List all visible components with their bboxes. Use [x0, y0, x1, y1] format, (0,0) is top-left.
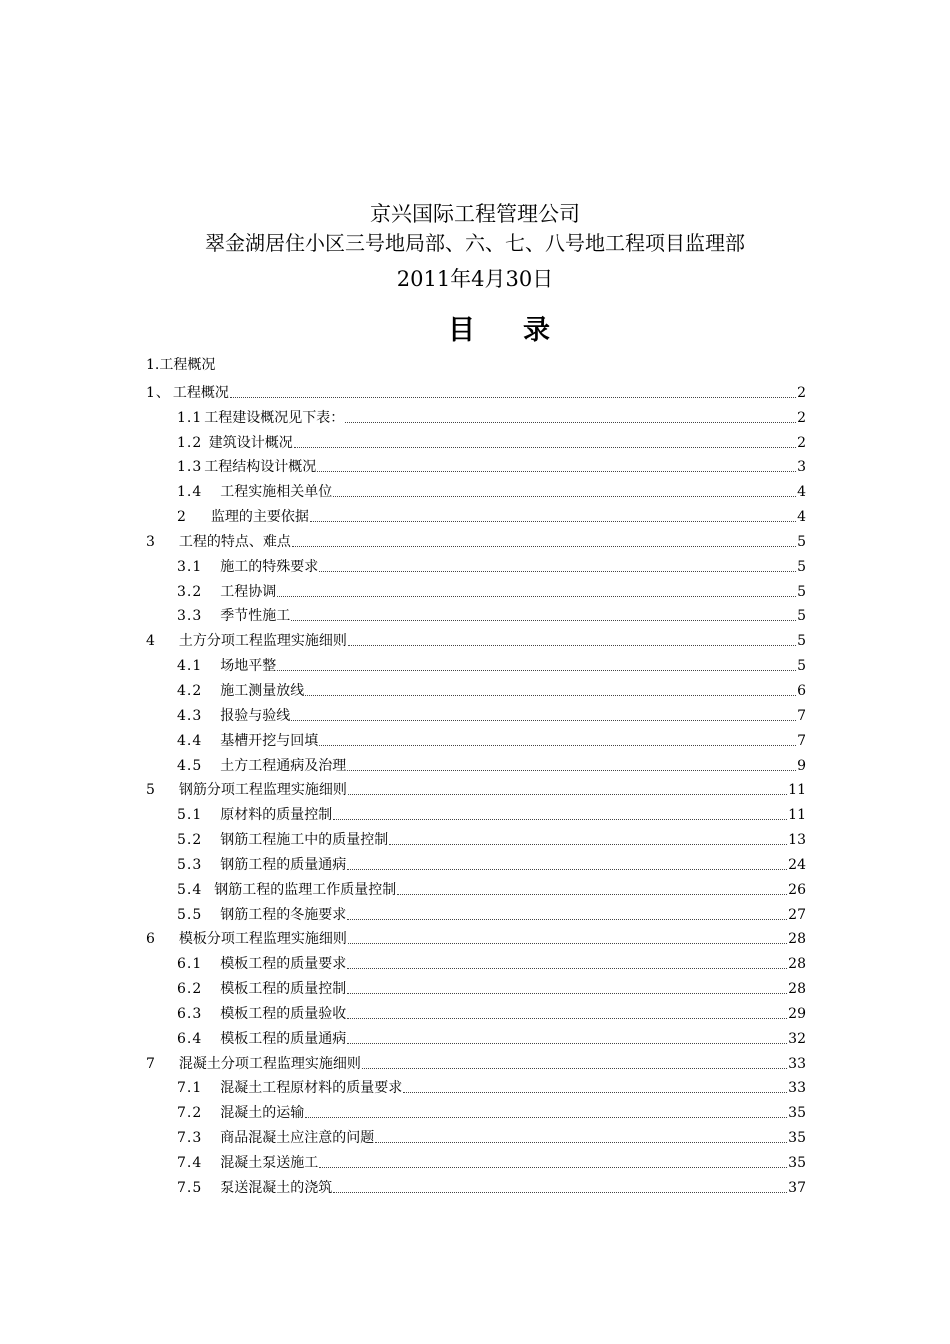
- toc-entry-label: [146, 631, 347, 651]
- toc-dot-leader: [319, 571, 796, 572]
- toc-dot-leader: [347, 968, 787, 969]
- toc-entry-text: 场地平整: [220, 658, 277, 675]
- toc-entry[interactable]: [146, 800, 806, 825]
- toc-entry-label: [146, 1054, 361, 1074]
- toc-entry-text: 施工的特殊要求: [220, 558, 319, 575]
- toc-entry-page: 35: [788, 1130, 806, 1147]
- toc-entry[interactable]: [146, 552, 806, 577]
- toc-entry[interactable]: [146, 602, 806, 627]
- toc-entry-number: 7.2: [177, 1105, 203, 1122]
- toc-dot-leader: [292, 546, 796, 547]
- toc-entry-number: 7.4: [177, 1155, 203, 1171]
- toc-entry[interactable]: [146, 875, 806, 900]
- toc-entry-label: [177, 805, 332, 825]
- toc-dot-leader: [305, 695, 796, 696]
- toc-entry-label: [177, 1178, 332, 1198]
- toc-entry-page: 33: [788, 1080, 806, 1097]
- toc-entry-number: 6: [146, 931, 156, 948]
- toc-entry-page: 33: [788, 1055, 806, 1072]
- toc-entry-text: 钢筋工程的冬施要求: [220, 906, 347, 923]
- toc-dot-leader: [397, 894, 787, 895]
- company-name: 京兴国际工程管理公司: [370, 202, 580, 226]
- toc-entry-number: 3.1: [177, 558, 203, 575]
- toc-entry-page: 5: [797, 658, 806, 675]
- toc-dot-leader: [345, 422, 796, 423]
- toc-entry-label: [177, 880, 396, 900]
- toc-entry-label: [177, 830, 388, 850]
- toc-dot-leader: [277, 670, 796, 671]
- toc-entry-text: 工程结构设计概况: [204, 459, 317, 476]
- toc-entry-label: [177, 954, 346, 974]
- toc-entry-text: 泵送混凝土的浇筑: [220, 1179, 333, 1196]
- toc-entry[interactable]: [146, 949, 806, 974]
- toc-heading: 1.工程概况: [146, 357, 216, 373]
- toc-dot-leader: [348, 943, 787, 944]
- toc-entry-number: 7.3: [177, 1130, 203, 1147]
- toc-entry-page: 27: [788, 906, 806, 923]
- toc-entry-label: [177, 433, 293, 453]
- toc-entry-page: 5: [797, 533, 806, 550]
- toc-dot-leader: [347, 869, 787, 870]
- project-department: [0, 229, 950, 257]
- toc-entry[interactable]: [146, 701, 806, 726]
- toc-entry-number: 5.3: [177, 856, 203, 873]
- toc-entry-page: 29: [788, 1005, 806, 1022]
- toc-entry-text: 工程的特点、难点: [178, 533, 291, 550]
- toc-entry-page: 28: [788, 931, 806, 948]
- toc-entry-text: 工程协调: [220, 583, 277, 600]
- toc-entry-label: [177, 1004, 346, 1024]
- toc-entry-text: 监理的主要依据: [210, 509, 309, 526]
- toc-entry-number: 4.5: [177, 757, 203, 774]
- toc-dot-leader: [277, 596, 796, 597]
- toc-dot-leader: [310, 521, 796, 522]
- toc-dot-leader: [347, 1018, 787, 1019]
- toc-entry-label: [146, 780, 347, 800]
- toc-entry-label: [177, 855, 346, 875]
- toc-entry[interactable]: [146, 453, 806, 478]
- toc-dot-leader: [230, 397, 796, 398]
- toc-entry-text: 模板分项工程监理实施细则: [178, 931, 347, 948]
- toc-dot-leader: [362, 1068, 787, 1069]
- toc-entry-label: [177, 905, 346, 925]
- toc-entry-number: 6.1: [177, 956, 203, 973]
- toc-dot-leader: [305, 1117, 787, 1118]
- toc-entry[interactable]: [146, 502, 806, 527]
- toc-dot-leader: [347, 993, 787, 994]
- toc-entry-label: [177, 979, 346, 999]
- toc-entry-text: 土方工程通病及治理: [220, 757, 347, 774]
- toc-entry-page: 11: [788, 807, 806, 824]
- toc-entry-number: 6.3: [177, 1005, 203, 1022]
- toc-entry[interactable]: [146, 900, 806, 925]
- toc-entry-number: 1.2: [177, 434, 203, 451]
- toc-entry[interactable]: [146, 626, 806, 651]
- toc-entry-number: 6.4: [177, 1030, 203, 1047]
- toc-entry-number: 4: [146, 633, 156, 650]
- toc-entry-text: 基槽开挖与回填: [220, 732, 319, 749]
- toc-entry-number: 2: [177, 509, 187, 526]
- toc-entry[interactable]: [146, 1173, 806, 1198]
- toc-entry-label: [177, 756, 346, 776]
- toc-entry-number: 4.2: [177, 682, 203, 699]
- toc-entry[interactable]: [146, 1049, 806, 1074]
- toc-entry[interactable]: [146, 378, 806, 403]
- toc-dot-leader: [348, 645, 796, 646]
- toc-entry-text: 模板工程的质量控制: [220, 981, 347, 998]
- toc-entry-label: [177, 457, 316, 477]
- toc-entry-number: 4.4: [177, 732, 203, 749]
- toc-entry-number: 1.3: [177, 459, 203, 476]
- toc-entry-page: 5: [797, 633, 806, 650]
- toc-entry-page: 5: [797, 558, 806, 575]
- toc-entry-label: [146, 929, 347, 949]
- toc-dot-leader: [319, 745, 796, 746]
- toc-entry-page: 35: [788, 1105, 806, 1122]
- toc-entry-text: 施工测量放线: [220, 682, 305, 699]
- toc-entry-text: 工程实施相关单位: [220, 484, 333, 501]
- toc-dot-leader: [347, 770, 796, 771]
- toc-dot-leader: [347, 919, 787, 920]
- toc-entry-text: 混凝土工程原材料的质量要求: [220, 1080, 403, 1097]
- toc-dot-leader: [348, 794, 787, 795]
- toc-entry-number: 4.3: [177, 707, 203, 724]
- document-date: 2011年4月30日: [396, 267, 554, 291]
- toc-entry[interactable]: [146, 850, 806, 875]
- toc-entry[interactable]: [146, 1098, 806, 1123]
- toc-entry-page: 7: [797, 707, 806, 724]
- toc-entry-number: 1、: [146, 384, 171, 401]
- toc-entry-page: 28: [788, 956, 806, 973]
- toc-entry-number: 5: [146, 782, 156, 799]
- toc-entry-page: 28: [788, 981, 806, 998]
- toc-entry-label: [177, 482, 332, 502]
- toc-entry-number: 7.1: [177, 1080, 203, 1097]
- toc-entry-label: [177, 1029, 346, 1049]
- toc-entry-number: 5.1: [177, 807, 203, 824]
- project-scope: 三号地局部、六、七、八号地工程项目监理部: [345, 231, 745, 255]
- toc-entry-page: 2: [797, 384, 806, 401]
- toc-entry[interactable]: [146, 1148, 806, 1173]
- toc-dot-leader: [294, 447, 796, 448]
- table-of-contents: [146, 378, 806, 1198]
- toc-dot-leader: [347, 1043, 787, 1044]
- toc-entry-text: 钢筋分项工程监理实施细则: [178, 782, 347, 799]
- toc-dot-leader: [375, 1142, 787, 1143]
- toc-entry-page: 24: [788, 856, 806, 873]
- toc-entry-number: 3: [146, 533, 156, 550]
- toc-entry[interactable]: [146, 577, 806, 602]
- toc-entry-text: 季节性施工: [220, 608, 291, 625]
- toc-dot-leader: [403, 1092, 787, 1093]
- toc-entry-page: 4: [797, 509, 806, 526]
- toc-dot-leader: [291, 620, 796, 621]
- toc-entry-text: 模板工程的质量要求: [220, 956, 347, 973]
- toc-entry-number: 3.2: [177, 583, 203, 600]
- toc-entry-text: 钢筋工程施工中的质量控制: [220, 832, 389, 849]
- toc-entry-number: 1.1: [177, 409, 203, 426]
- toc-entry-text: 钢筋工程的质量通病: [220, 856, 347, 873]
- toc-entry-text: 商品混凝土应注意的问题: [220, 1130, 375, 1147]
- toc-entry-text: 原材料的质量控制: [220, 807, 333, 824]
- toc-entry-page: 7: [797, 732, 806, 749]
- toc-entry-page: 3: [797, 459, 806, 476]
- toc-entry[interactable]: [146, 1123, 806, 1148]
- toc-entry[interactable]: [146, 676, 806, 701]
- toc-entry-text: 工程概况: [172, 384, 229, 401]
- toc-entry[interactable]: [146, 776, 806, 801]
- toc-dot-leader: [317, 471, 796, 472]
- toc-entry-label: [146, 532, 291, 552]
- toc-entry-page: 35: [788, 1155, 806, 1171]
- toc-entry-label: [177, 557, 318, 577]
- toc-dot-leader: [291, 720, 796, 721]
- toc-entry-text: 混凝土的运输: [220, 1105, 305, 1122]
- toc-entry[interactable]: [146, 527, 806, 552]
- toc-entry[interactable]: [146, 925, 806, 950]
- toc-entry-text: 土方分项工程监理实施细则: [178, 633, 347, 650]
- toc-dot-leader: [319, 1167, 787, 1168]
- toc-entry-page: 2: [797, 409, 806, 426]
- toc-entry-label: [177, 408, 344, 428]
- toc-entry[interactable]: [146, 403, 806, 428]
- toc-entry-text: 钢筋工程的监理工作质量控制: [214, 881, 397, 898]
- toc-entry[interactable]: [146, 999, 806, 1024]
- toc-dot-leader: [333, 819, 787, 820]
- toc-entry-page: 13: [788, 832, 806, 849]
- toc-entry-number: 3.3: [177, 608, 203, 625]
- toc-entry-number: 7: [146, 1055, 156, 1072]
- toc-entry-label: [177, 731, 318, 751]
- toc-entry-label: [177, 1078, 402, 1098]
- toc-entry-text: 混凝土分项工程监理实施细则: [178, 1055, 361, 1072]
- toc-entry-label: [177, 706, 290, 726]
- project-name: 翠金湖居住小区: [205, 231, 345, 255]
- toc-entry-number: 4.1: [177, 658, 203, 675]
- toc-entry-label: [177, 582, 276, 602]
- toc-entry-page: 37: [788, 1179, 806, 1196]
- toc-entry[interactable]: [146, 825, 806, 850]
- toc-entry-page: 5: [797, 608, 806, 625]
- toc-entry-page: 26: [788, 881, 806, 898]
- toc-dot-leader: [333, 1192, 787, 1193]
- toc-entry-label: [177, 1128, 374, 1148]
- toc-entry-label: [177, 507, 309, 527]
- toc-entry-number: 5.4: [177, 881, 203, 898]
- toc-entry-label: [177, 1153, 318, 1173]
- toc-entry[interactable]: [146, 428, 806, 453]
- toc-entry-text: 建筑设计概况: [204, 434, 293, 451]
- toc-entry-page: 5: [797, 583, 806, 600]
- toc-entry-page: 11: [788, 782, 806, 799]
- toc-entry-page: 32: [788, 1030, 806, 1047]
- toc-entry[interactable]: [146, 1024, 806, 1049]
- toc-entry-text: 报验与验线: [220, 707, 291, 724]
- toc-entry-label: [146, 383, 229, 403]
- toc-entry-label: [177, 681, 304, 701]
- toc-entry-number: 1.4: [177, 484, 203, 501]
- toc-dot-leader: [389, 844, 787, 845]
- toc-entry[interactable]: [146, 1074, 806, 1099]
- toc-entry[interactable]: [146, 751, 806, 776]
- toc-entry-page: 6: [797, 682, 806, 699]
- toc-entry-text: 工程建设概况见下表：: [204, 409, 345, 426]
- toc-entry-page: 2: [797, 434, 806, 451]
- toc-entry-page: 4: [797, 484, 806, 501]
- toc-entry-label: [177, 656, 276, 676]
- toc-entry[interactable]: [146, 726, 806, 751]
- toc-entry-label: [177, 1103, 304, 1123]
- toc-entry-number: 5.2: [177, 832, 203, 849]
- toc-entry[interactable]: [146, 477, 806, 502]
- toc-entry-text: 模板工程的质量通病: [220, 1030, 347, 1047]
- toc-title: 目录: [448, 315, 598, 346]
- toc-entry-page: 9: [797, 757, 806, 774]
- toc-dot-leader: [333, 496, 796, 497]
- toc-entry-number: 5.5: [177, 906, 203, 923]
- toc-entry[interactable]: [146, 974, 806, 999]
- toc-entry-number: 6.2: [177, 981, 203, 998]
- toc-entry-label: [177, 606, 290, 626]
- toc-entry-text: 混凝土泵送施工: [220, 1155, 319, 1171]
- toc-entry[interactable]: [146, 651, 806, 676]
- toc-entry-number: 7.5: [177, 1179, 203, 1196]
- toc-entry-text: 模板工程的质量验收: [220, 1005, 347, 1022]
